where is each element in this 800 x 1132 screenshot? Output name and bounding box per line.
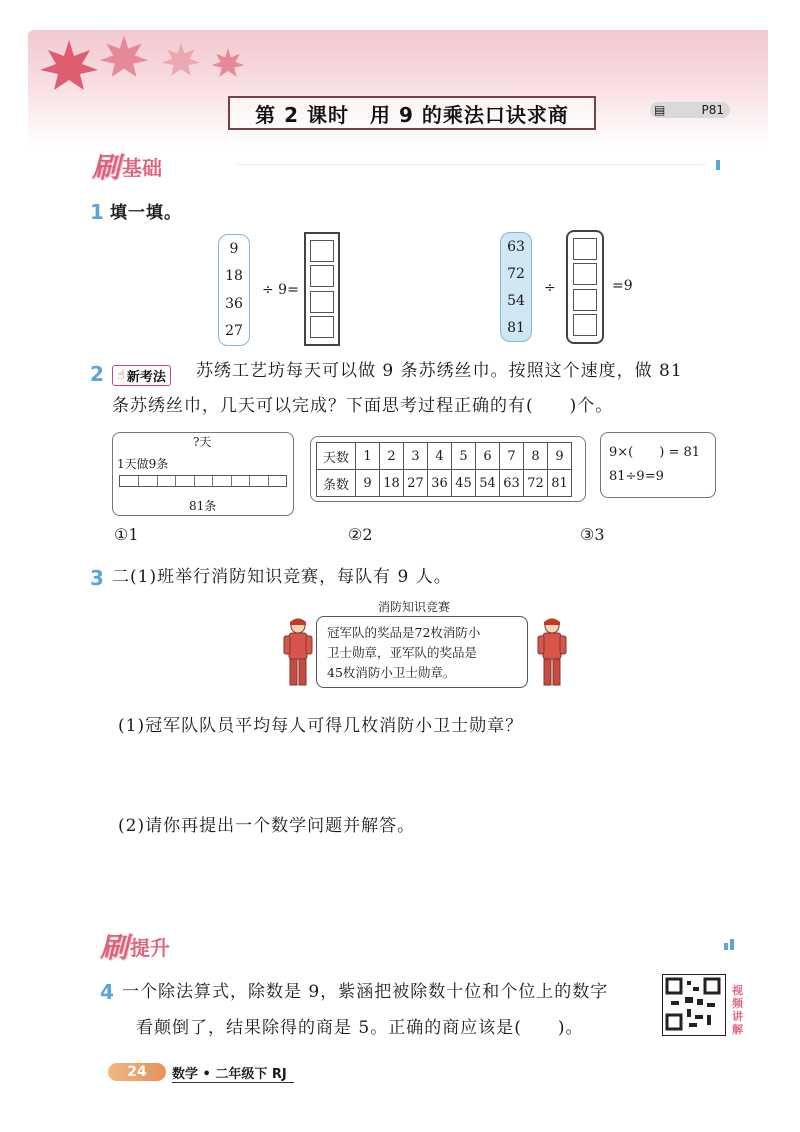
equation-line: 81÷9=9 <box>609 469 664 484</box>
table-cell: 5 <box>452 443 476 470</box>
maple-leaf-icon <box>208 46 248 80</box>
bar-icon <box>716 160 720 170</box>
sub-question-1: (1)冠军队队员平均每人可得几枚消防小卫士勋章？ <box>118 716 524 736</box>
page-number-badge: 24 <box>108 1063 166 1081</box>
segment-bar <box>119 475 287 487</box>
table-cell: 18 <box>380 470 404 497</box>
dividend-value: 63 <box>507 238 525 255</box>
dividend-value: 36 <box>225 295 243 312</box>
section-label: 提升 <box>130 935 171 960</box>
quotient-label: =9 <box>612 278 633 294</box>
divide-sign: ÷ <box>544 280 556 296</box>
data-table-panel <box>310 436 586 502</box>
option-2[interactable]: ②2 <box>348 525 373 544</box>
diagram-top-label: ?天 <box>193 435 212 449</box>
table-cell: 54 <box>476 470 500 497</box>
diagram-bottom-label: 81条 <box>189 499 217 513</box>
bar-chart-icon <box>724 936 738 950</box>
option-3[interactable]: ③3 <box>580 525 605 544</box>
equation-panel <box>600 432 716 498</box>
question-number: 2 <box>90 362 104 386</box>
answer-box[interactable] <box>310 240 334 262</box>
speech-line: 45枚消防小卫士勋章。 <box>327 665 456 680</box>
dividend-value: 27 <box>225 323 243 340</box>
answer-box[interactable] <box>573 238 597 260</box>
table-cell: 9 <box>356 470 380 497</box>
question-number: 3 <box>90 566 104 590</box>
section-basic-header <box>92 146 162 186</box>
firefighter-left-icon <box>282 616 314 690</box>
option-1[interactable]: ①1 <box>114 525 139 544</box>
answer-box[interactable] <box>310 265 334 287</box>
divisor-label: ÷ 9= <box>262 282 299 298</box>
new-method-tag <box>112 364 171 386</box>
table-cell: 72 <box>524 470 548 497</box>
dividend-value: 81 <box>507 319 525 336</box>
table-row <box>317 470 572 497</box>
question-prompt: 二(1)班举行消防知识竞赛，每队有 9 人。 <box>112 567 452 587</box>
dividend-value: 18 <box>225 268 243 285</box>
table-row <box>317 443 572 470</box>
dividend-value: 9 <box>229 240 239 257</box>
page-reference <box>650 102 730 118</box>
question-text-line2: 条苏绣丝巾，几天可以完成？下面思考过程正确的有( )个。 <box>112 396 614 416</box>
table-cell: 36 <box>428 470 452 497</box>
page-ref-text: P81 <box>701 103 724 117</box>
table-cell: 3 <box>404 443 428 470</box>
section-divider <box>236 164 706 165</box>
diagram-day-label: 1天做9条 <box>117 457 169 471</box>
section-mark: 刷 <box>92 151 121 184</box>
answer-box[interactable] <box>310 291 334 313</box>
answer-box[interactable] <box>573 314 597 336</box>
dividend-value: 72 <box>507 265 525 282</box>
firefighter-right-icon <box>536 616 568 690</box>
answer-boxes-right <box>566 230 604 344</box>
header-band <box>28 30 768 148</box>
dividend-column-left <box>218 234 250 346</box>
table-cell: 2 <box>380 443 404 470</box>
table-cell: 1 <box>356 443 380 470</box>
sub-question-2: (2)请你再提出一个数学问题并解答。 <box>118 816 416 836</box>
speech-line: 冠军队的奖品是72枚消防小 <box>327 625 481 640</box>
question-number: 1 <box>90 200 104 224</box>
maple-leaf-icon <box>158 40 204 80</box>
contest-banner: 消防知识竞赛 <box>378 600 451 614</box>
answer-boxes-left <box>304 232 340 346</box>
speech-line: 卫士勋章，亚军队的奖品是 <box>327 645 478 660</box>
table-cell: 45 <box>452 470 476 497</box>
document-icon: ▤ <box>654 103 666 117</box>
section-advanced-header <box>100 926 170 966</box>
answer-box[interactable] <box>573 289 597 311</box>
dividend-column-right <box>500 232 532 342</box>
question-text-line1: 一个除法算式，除数是 9，紫涵把被除数十位和个位上的数字 <box>122 982 609 1002</box>
section-label: 基础 <box>122 155 163 180</box>
answer-box[interactable] <box>573 263 597 285</box>
table-cell: 6 <box>476 443 500 470</box>
table-cell: 4 <box>428 443 452 470</box>
table-cell: 条数 <box>317 470 356 497</box>
tag-label: 新考法 <box>126 370 166 385</box>
table-cell: 8 <box>524 443 548 470</box>
lesson-title: 第 2 课时 用 9 的乘法口诀求商 <box>228 96 596 130</box>
speech-panel <box>316 616 528 688</box>
question-text-line1: 苏绣工艺坊每天可以做 9 条苏绣丝巾。按照这个速度，做 81 <box>196 361 683 381</box>
video-label[interactable]: 视频讲解 <box>732 984 743 1036</box>
table-cell: 81 <box>548 470 572 497</box>
question-text-line2: 看颠倒了，结果除得的商是 5。正确的商应该是( )。 <box>136 1018 584 1038</box>
equation-line: 9×( ) = 81 <box>609 445 701 460</box>
table-cell: 9 <box>548 443 572 470</box>
table-cell: 7 <box>500 443 524 470</box>
section-mark: 刷 <box>100 931 129 964</box>
table-cell: 27 <box>404 470 428 497</box>
table-cell: 63 <box>500 470 524 497</box>
days-count-table <box>316 442 572 497</box>
dividend-value: 54 <box>507 292 525 309</box>
hand-icon: ☝ <box>117 368 125 383</box>
book-info: 数学 • 二年级下 RJ <box>172 1067 287 1082</box>
table-cell: 天数 <box>317 443 356 470</box>
segment-diagram <box>112 432 294 516</box>
question-number: 4 <box>100 980 114 1004</box>
maple-leaf-icon <box>94 32 154 82</box>
qr-code-icon[interactable] <box>662 974 726 1036</box>
footer-divider <box>172 1082 294 1083</box>
question-prompt: 填一填。 <box>110 203 182 223</box>
answer-box[interactable] <box>310 316 334 338</box>
